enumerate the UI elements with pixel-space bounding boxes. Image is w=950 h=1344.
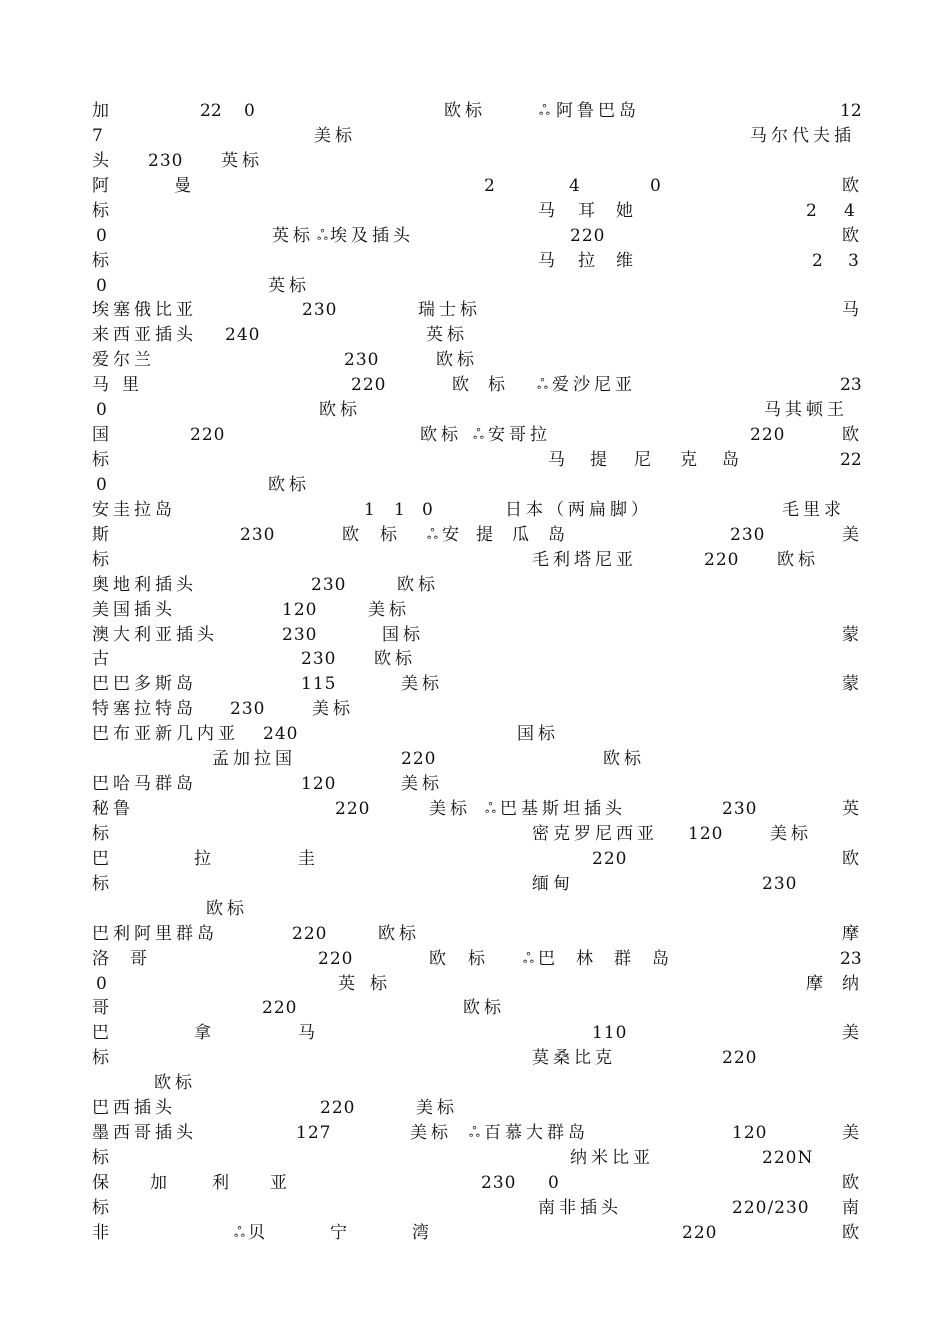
text-token: 欧标 <box>378 923 420 944</box>
text-token: 220 <box>190 425 226 446</box>
text-token: 马 <box>842 300 859 321</box>
text-token: 纳 <box>842 973 859 994</box>
text-token: 标 <box>370 973 387 994</box>
text-token: 欧标 <box>319 400 361 421</box>
text-token: 马其顿王 <box>764 400 848 421</box>
text-token: 马 <box>92 375 109 396</box>
text-token: 英 <box>338 973 355 994</box>
text-token: 115 <box>301 674 337 695</box>
text-token: 湾 <box>412 1222 429 1243</box>
text-token: 220N <box>762 1148 814 1169</box>
text-line <box>92 1147 860 1172</box>
text-token: 莫桑比克 <box>532 1048 616 1069</box>
text-token: 22 <box>840 450 862 471</box>
text-token: 230 <box>282 624 318 645</box>
text-token: 美标 <box>410 1123 452 1144</box>
text-token: 4 <box>844 200 855 221</box>
text-line <box>92 1072 860 1097</box>
text-token: 蒙 <box>842 624 859 645</box>
text-token: 标 <box>92 549 109 570</box>
text-token: 日本（两扁脚） <box>505 499 652 520</box>
text-token: 加 <box>92 101 109 121</box>
text-token: 22 <box>200 101 222 121</box>
small-script-glyph-icon: ஃ <box>427 526 438 543</box>
text-token: 美标 <box>314 125 356 146</box>
text-line <box>92 848 860 873</box>
text-token: 英标 <box>221 150 263 171</box>
text-token: 欧标 <box>374 649 416 670</box>
text-token: 0 <box>96 275 107 296</box>
text-token: 英 <box>842 799 859 820</box>
text-token: 220 <box>320 1098 356 1119</box>
text-line <box>92 474 860 499</box>
text-token: 英标 <box>272 225 314 246</box>
text-token: 欧 <box>429 948 446 969</box>
text-line <box>92 175 860 200</box>
text-token: 欧标 <box>436 350 478 371</box>
text-line <box>92 698 860 723</box>
text-line <box>92 275 860 300</box>
text-token: 巴利阿里群岛 <box>92 923 218 944</box>
text-token: 230 <box>481 1172 517 1193</box>
text-line <box>92 125 860 150</box>
text-token: 洛 <box>92 948 109 969</box>
text-token: 利 <box>212 1172 229 1193</box>
text-token: 美 <box>842 1123 859 1144</box>
text-token: 0 <box>96 400 107 421</box>
text-token: 巴西插头 <box>92 1098 176 1119</box>
text-token: 1 <box>364 499 375 520</box>
text-token: 标 <box>92 450 109 471</box>
text-token: 230 <box>344 350 380 371</box>
text-token: 23 <box>840 948 862 969</box>
text-token: 欧标 <box>777 549 819 570</box>
text-line <box>92 1122 860 1147</box>
text-token: 曼 <box>174 175 191 196</box>
text-token: 提 <box>476 524 493 545</box>
text-line <box>92 1222 860 1247</box>
text-token: 230 <box>230 699 266 720</box>
text-token: 斯 <box>92 524 109 545</box>
small-script-glyph-icon: ஃ <box>537 377 548 394</box>
text-token: 拿 <box>194 1023 211 1044</box>
text-token: 头 <box>92 150 109 171</box>
text-token: 230 <box>762 873 798 894</box>
text-token: 国标 <box>517 724 559 745</box>
text-token: 奥地利插头 <box>92 574 197 595</box>
text-line <box>92 324 860 349</box>
text-token: 巴基斯坦插头 <box>500 799 626 820</box>
text-line <box>92 499 860 524</box>
text-token: 2 <box>806 200 817 221</box>
text-token: 保 <box>92 1172 109 1193</box>
text-token: 蒙 <box>842 674 859 695</box>
text-token: 古 <box>92 649 109 670</box>
text-line <box>92 973 860 998</box>
small-script-glyph-icon: ஃ <box>473 427 484 444</box>
text-token: 220 <box>351 375 387 396</box>
text-token: 0 <box>548 1172 559 1193</box>
text-line <box>92 923 860 948</box>
text-token: 巴 <box>92 848 109 869</box>
text-token: 非 <box>92 1222 109 1243</box>
text-line <box>92 873 860 898</box>
text-token: 0 <box>96 474 107 495</box>
small-script-glyph-icon: ஃ <box>317 227 328 244</box>
text-token: 英标 <box>268 275 310 296</box>
text-token: 标 <box>92 1148 109 1169</box>
text-line <box>92 624 860 649</box>
text-token: 墨西哥插头 <box>92 1123 197 1144</box>
text-token: 欧标 <box>420 425 462 446</box>
text-token: 0 <box>244 101 255 121</box>
text-token: 240 <box>225 325 261 346</box>
text-token: 阿 <box>92 175 109 196</box>
text-token: 标 <box>380 524 397 545</box>
text-token: 欧 <box>452 375 469 396</box>
text-token: 220 <box>682 1222 718 1243</box>
text-token: 拉 <box>578 250 595 271</box>
text-token: 欧标 <box>463 998 505 1019</box>
text-token: 欧 <box>842 225 859 246</box>
text-token: 巴 <box>92 1023 109 1044</box>
text-token: 欧 <box>842 1172 859 1193</box>
text-token: 220 <box>335 799 371 820</box>
text-token: 0 <box>422 499 433 520</box>
text-token: 英标 <box>426 325 468 346</box>
text-token: 安哥拉 <box>488 425 551 446</box>
text-token: 马 <box>548 450 565 471</box>
text-line <box>92 449 860 474</box>
text-token: 欧标 <box>444 101 486 121</box>
text-line <box>92 1047 860 1072</box>
text-token: 美标 <box>416 1098 458 1119</box>
text-token: 4 <box>569 175 580 196</box>
text-token: 标 <box>488 375 505 396</box>
text-token: 美 <box>842 1023 859 1044</box>
text-token: 马尔代夫插 <box>750 125 855 146</box>
text-token: 230 <box>301 649 337 670</box>
text-line <box>92 773 860 798</box>
text-token: 标 <box>92 1048 109 1069</box>
text-token: 孟加拉国 <box>212 749 296 770</box>
text-token: 美标 <box>770 823 812 844</box>
text-token: 里 <box>122 375 139 396</box>
text-line <box>92 1097 860 1122</box>
text-token: 摩 <box>806 973 823 994</box>
text-token: 1 <box>394 499 405 520</box>
text-token: 哥 <box>92 998 109 1019</box>
text-token: 欧 <box>842 1222 859 1243</box>
text-token: 220 <box>750 425 786 446</box>
text-token: 120 <box>301 774 337 795</box>
text-token: 澳大利亚插头 <box>92 624 218 645</box>
text-token: 230 <box>730 524 766 545</box>
text-token: 国标 <box>382 624 424 645</box>
text-token: 她 <box>616 200 633 221</box>
small-script-glyph-icon: ஃ <box>523 950 534 967</box>
text-line <box>92 1197 860 1222</box>
text-token: 美标 <box>401 774 443 795</box>
text-token: 标 <box>92 200 109 221</box>
text-token: 马 <box>538 200 555 221</box>
text-token: 维 <box>616 250 633 271</box>
text-token: 马 <box>298 1023 315 1044</box>
text-token: 127 <box>296 1123 332 1144</box>
text-token: 欧标 <box>268 474 310 495</box>
text-token: 220/230 <box>732 1197 810 1218</box>
text-token: 埃塞俄比亚 <box>92 300 197 321</box>
text-token: 3 <box>848 250 859 271</box>
text-token: 百慕大群岛 <box>484 1123 589 1144</box>
text-token: 欧标 <box>154 1073 196 1094</box>
text-token: 美 <box>842 524 859 545</box>
text-token: 220 <box>570 225 606 246</box>
text-token: 美标 <box>312 699 354 720</box>
text-token: 2 <box>484 175 495 196</box>
text-token: 南非插头 <box>538 1197 622 1218</box>
text-line <box>92 673 860 698</box>
text-token: 欧 <box>842 425 859 446</box>
text-token: 拉 <box>194 848 211 869</box>
text-token: 标 <box>92 250 109 271</box>
text-line <box>92 948 860 973</box>
text-token: 圭 <box>298 848 315 869</box>
text-token: 尼 <box>634 450 651 471</box>
text-line <box>92 823 860 848</box>
text-line <box>92 648 860 673</box>
text-token: 埃及插头 <box>330 225 414 246</box>
text-token: 瓜 <box>512 524 529 545</box>
text-token: 摩 <box>842 923 859 944</box>
text-token: 纳米比亚 <box>570 1148 654 1169</box>
small-script-glyph-icon: ஃ <box>234 1224 245 1241</box>
text-line <box>92 723 860 748</box>
text-line <box>92 599 860 624</box>
text-token: 毛里求 <box>782 499 845 520</box>
text-token: 南 <box>842 1197 859 1218</box>
text-token: 230 <box>148 150 184 171</box>
text-token: 0 <box>650 175 661 196</box>
text-line <box>92 748 860 773</box>
text-token: 瑞士标 <box>418 300 481 321</box>
text-token: 来西亚插头 <box>92 325 197 346</box>
text-token: 标 <box>92 873 109 894</box>
text-token: 120 <box>688 823 724 844</box>
text-token: 阿鲁巴岛 <box>556 101 640 121</box>
text-token: 欧 <box>842 848 859 869</box>
text-line <box>92 150 860 175</box>
text-token: 岛 <box>548 524 565 545</box>
text-token: 毛利塔尼亚 <box>532 549 637 570</box>
text-token: 23 <box>840 375 862 396</box>
text-line <box>92 524 860 549</box>
text-token: 亚 <box>270 1172 287 1193</box>
text-line <box>92 997 860 1022</box>
text-token: 巴哈马群岛 <box>92 774 197 795</box>
text-token: 120 <box>732 1123 768 1144</box>
text-token: 马 <box>538 250 555 271</box>
text-token: 巴 <box>538 948 555 969</box>
text-token: 耳 <box>578 200 595 221</box>
text-token: 哥 <box>130 948 147 969</box>
text-token: 欧 <box>842 175 859 196</box>
text-token: 标 <box>468 948 485 969</box>
text-token: 标 <box>92 1197 109 1218</box>
text-token: 林 <box>576 948 593 969</box>
text-line <box>92 1172 860 1197</box>
text-token: 加 <box>150 1172 167 1193</box>
text-token: 0 <box>96 973 107 994</box>
text-line <box>92 424 860 449</box>
text-token: 230 <box>722 799 758 820</box>
text-token: 贝 <box>248 1222 265 1243</box>
text-token: 爱沙尼亚 <box>552 375 636 396</box>
text-token: 220 <box>592 848 628 869</box>
text-token: 爱尔兰 <box>92 350 155 371</box>
text-token: 240 <box>263 724 299 745</box>
text-line <box>92 225 860 250</box>
text-line <box>92 898 860 923</box>
text-token: 安圭拉岛 <box>92 499 176 520</box>
text-line <box>92 200 860 225</box>
text-token: 美标 <box>429 799 471 820</box>
text-token: 230 <box>240 524 276 545</box>
text-line <box>92 374 860 399</box>
text-line <box>92 574 860 599</box>
text-token: 欧标 <box>397 574 439 595</box>
text-token: 7 <box>92 125 103 146</box>
text-token: 美国插头 <box>92 599 176 620</box>
text-token: 美标 <box>368 599 410 620</box>
text-token: 0 <box>96 225 107 246</box>
small-script-glyph-icon: ஃ <box>485 801 496 818</box>
text-line <box>92 100 860 125</box>
text-token: 安 <box>442 524 459 545</box>
text-token: 秘鲁 <box>92 799 134 820</box>
small-script-glyph-icon: ஃ <box>469 1125 480 1142</box>
text-token: 220 <box>704 549 740 570</box>
text-token: 标 <box>92 823 109 844</box>
text-token: 220 <box>401 749 437 770</box>
text-line <box>92 1022 860 1047</box>
text-token: 巴巴多斯岛 <box>92 674 197 695</box>
text-token: 美标 <box>401 674 443 695</box>
text-token: 巴布亚新几内亚 <box>92 724 239 745</box>
text-line <box>92 299 860 324</box>
text-line <box>92 250 860 275</box>
text-token: 220 <box>262 998 298 1019</box>
text-line <box>92 399 860 424</box>
text-line <box>92 349 860 374</box>
text-token: 缅甸 <box>532 873 574 894</box>
text-token: 230 <box>311 574 347 595</box>
text-token: 2 <box>812 250 823 271</box>
text-token: 220 <box>722 1048 758 1069</box>
text-token: 提 <box>590 450 607 471</box>
text-token: 12 <box>840 101 862 121</box>
text-token: 密克罗尼西亚 <box>532 823 658 844</box>
text-token: 欧标 <box>206 898 248 919</box>
small-script-glyph-icon: ஃ <box>539 103 550 119</box>
text-token: 克 <box>680 450 697 471</box>
text-token: 岛 <box>652 948 669 969</box>
text-token: 特塞拉特岛 <box>92 699 197 720</box>
text-token: 120 <box>282 599 318 620</box>
text-token: 岛 <box>722 450 739 471</box>
text-token: 群 <box>614 948 631 969</box>
text-token: 220 <box>318 948 354 969</box>
text-token: 110 <box>592 1023 628 1044</box>
text-line <box>92 798 860 823</box>
text-token: 国 <box>92 425 109 446</box>
text-token: 220 <box>292 923 328 944</box>
text-line <box>92 549 860 574</box>
text-token: 230 <box>302 300 338 321</box>
text-token: 宁 <box>330 1222 347 1243</box>
text-token: 欧标 <box>603 749 645 770</box>
text-token: 欧 <box>342 524 359 545</box>
